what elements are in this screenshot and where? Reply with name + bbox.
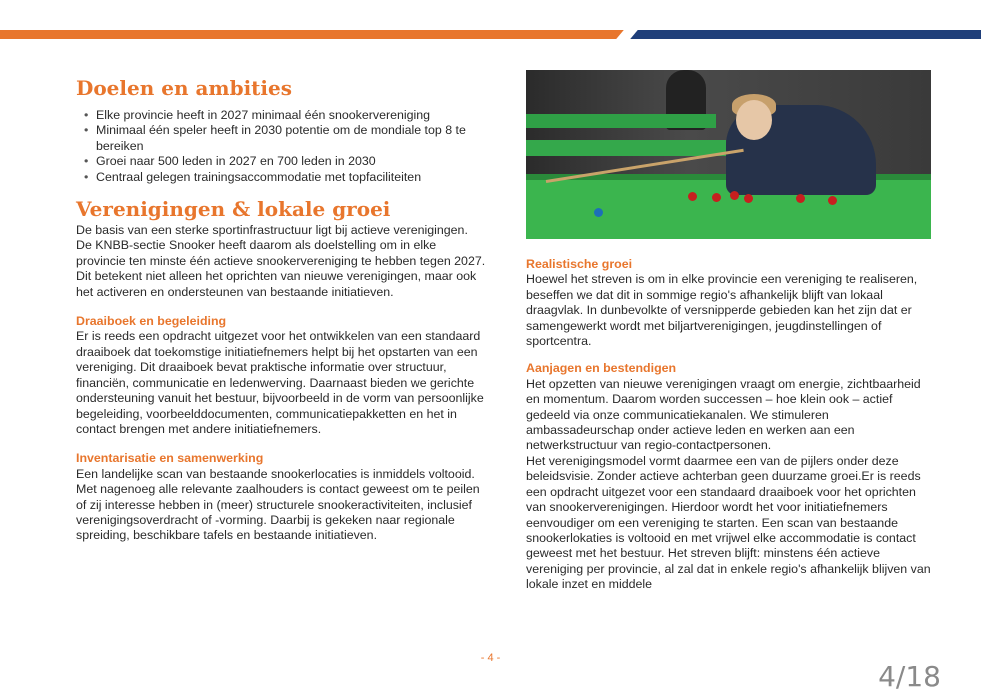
subheading-inventory: Inventarisatie en samenwerking	[76, 451, 264, 466]
list-item: • Elke provincie heeft in 2027 minimaal één snookervereniging	[84, 108, 486, 123]
red-ball	[744, 194, 753, 203]
goals-list	[76, 108, 486, 185]
red-ball	[712, 193, 721, 202]
heading-goals: Doelen en ambities	[76, 76, 292, 100]
blue-ball	[594, 208, 603, 217]
red-ball	[796, 194, 805, 203]
realistic-paragraph: Hoewel het streven is om in elke provincie een vereniging te realiseren, beseffen we dat dit in sommige regio's afhankelijk blijft van lokaal draagvlak. In dunbevolkte of versnipperde gebieden kan het zijn dat er samengewerkt wordt met biljartverenigingen, jeugdinstellingen of sportcentra.	[526, 272, 918, 349]
header-stripe	[0, 30, 981, 39]
red-ball	[828, 196, 837, 205]
snooker-photo	[526, 70, 931, 239]
list-item: • Groei naar 500 leden in 2027 en 700 leden in 2030	[84, 154, 486, 169]
playbook-paragraph: Er is reeds een opdracht uitgezet voor het ontwikkelen van een standaard draaiboek dat toekomstige initiatiefnemers helpt bij het opstarten van een vereniging. Dit draaiboek bevat praktische informatie over structuur, financiën, communicatie en ledenwerving. Daarnaast bieden we gerichte ondersteuning vanuit het bestuur, bijvoorbeeld in de vorm van persoonlijke begeleiding, voorbeelddocumenten, communicatiepakketten en het in contact brengen met andere initiatiefnemers.	[76, 329, 484, 436]
left-column	[76, 74, 486, 544]
page-number: - 4 -	[480, 652, 501, 664]
subheading-realistic: Realistische groei	[526, 257, 633, 271]
snooker-table-back	[526, 114, 716, 128]
subheading-boost: Aanjagen en bestendigen	[526, 361, 677, 376]
closing-paragraph: Het verenigingsmodel vormt daarmee een van de pijlers onder deze beleidsvisie. Zonder actieve achterban geen duurzame groei.Er is reeds een opdracht uitgezet voor een standaard draaiboek voor het oprichten van snookerverenigingen. Hierdoor wordt het voor initiatiefnemers eenvoudiger om een vereniging te starten. Een scan van bestaande snookerlokaties is voltooid en met vrijwel elke accommodatie is contact geweest met het bestuur. Het streven blijft: minstens één actieve vereniging per provincie, al zal dat in enkele regio's afhankelijk blijven van lokale inzet en middele	[526, 453, 931, 592]
red-ball	[688, 192, 697, 201]
right-column	[526, 70, 936, 593]
snooker-table-middle	[526, 140, 726, 156]
intro-paragraph: De basis van een sterke sportinfrastructuur ligt bij actieve verenigingen. De KNBB-sectie Snooker heeft daarom als doelstelling om in elke provincie ten minste één actieve snookervereniging te hebben tegen 2027. Dit betekent niet alleen het oprichten van nieuwe verenigingen, maar ook het activeren en ondersteunen van bestaande initiatieven.	[76, 223, 486, 299]
boost-paragraph: Het opzetten van nieuwe verenigingen vraagt om energie, zichtbaarheid en momentum. Daarom worden successen – hoe klein ook – actief gedeeld via onze communicatiekanalen. We stimuleren ambassadeurschap onder actieve leden en werken aan een netwerkstructuur van regio-contactpersonen.	[526, 376, 921, 453]
subheading-playbook: Draaiboek en begeleiding	[76, 314, 227, 329]
list-item: • Minimaal één speler heeft in 2030 potentie om de mondiale top 8 te bereiken	[84, 123, 486, 154]
page-counter: 4/18	[878, 660, 941, 693]
list-item: • Centraal gelegen trainingsaccommodatie met topfaciliteiten	[84, 170, 486, 185]
header-stripe-orange	[0, 30, 627, 39]
header-stripe-blue	[630, 30, 981, 39]
heading-associations: Verenigingen & lokale groei	[76, 197, 391, 222]
red-ball	[730, 191, 739, 200]
inventory-paragraph: Een landelijke scan van bestaande snookerlocaties is inmiddels voltooid. Met nagenoeg alle relevante zaalhouders is contact geweest om te peilen of zij interesse hebben in (meer) structurele snookeractiviteiten, inclusief verenigingsoverdracht of -vorming. Daarbij is gekeken naar regionale spreiding, beschikbare tafels en bestaande initiatieven.	[76, 466, 480, 543]
player-head	[736, 100, 772, 140]
